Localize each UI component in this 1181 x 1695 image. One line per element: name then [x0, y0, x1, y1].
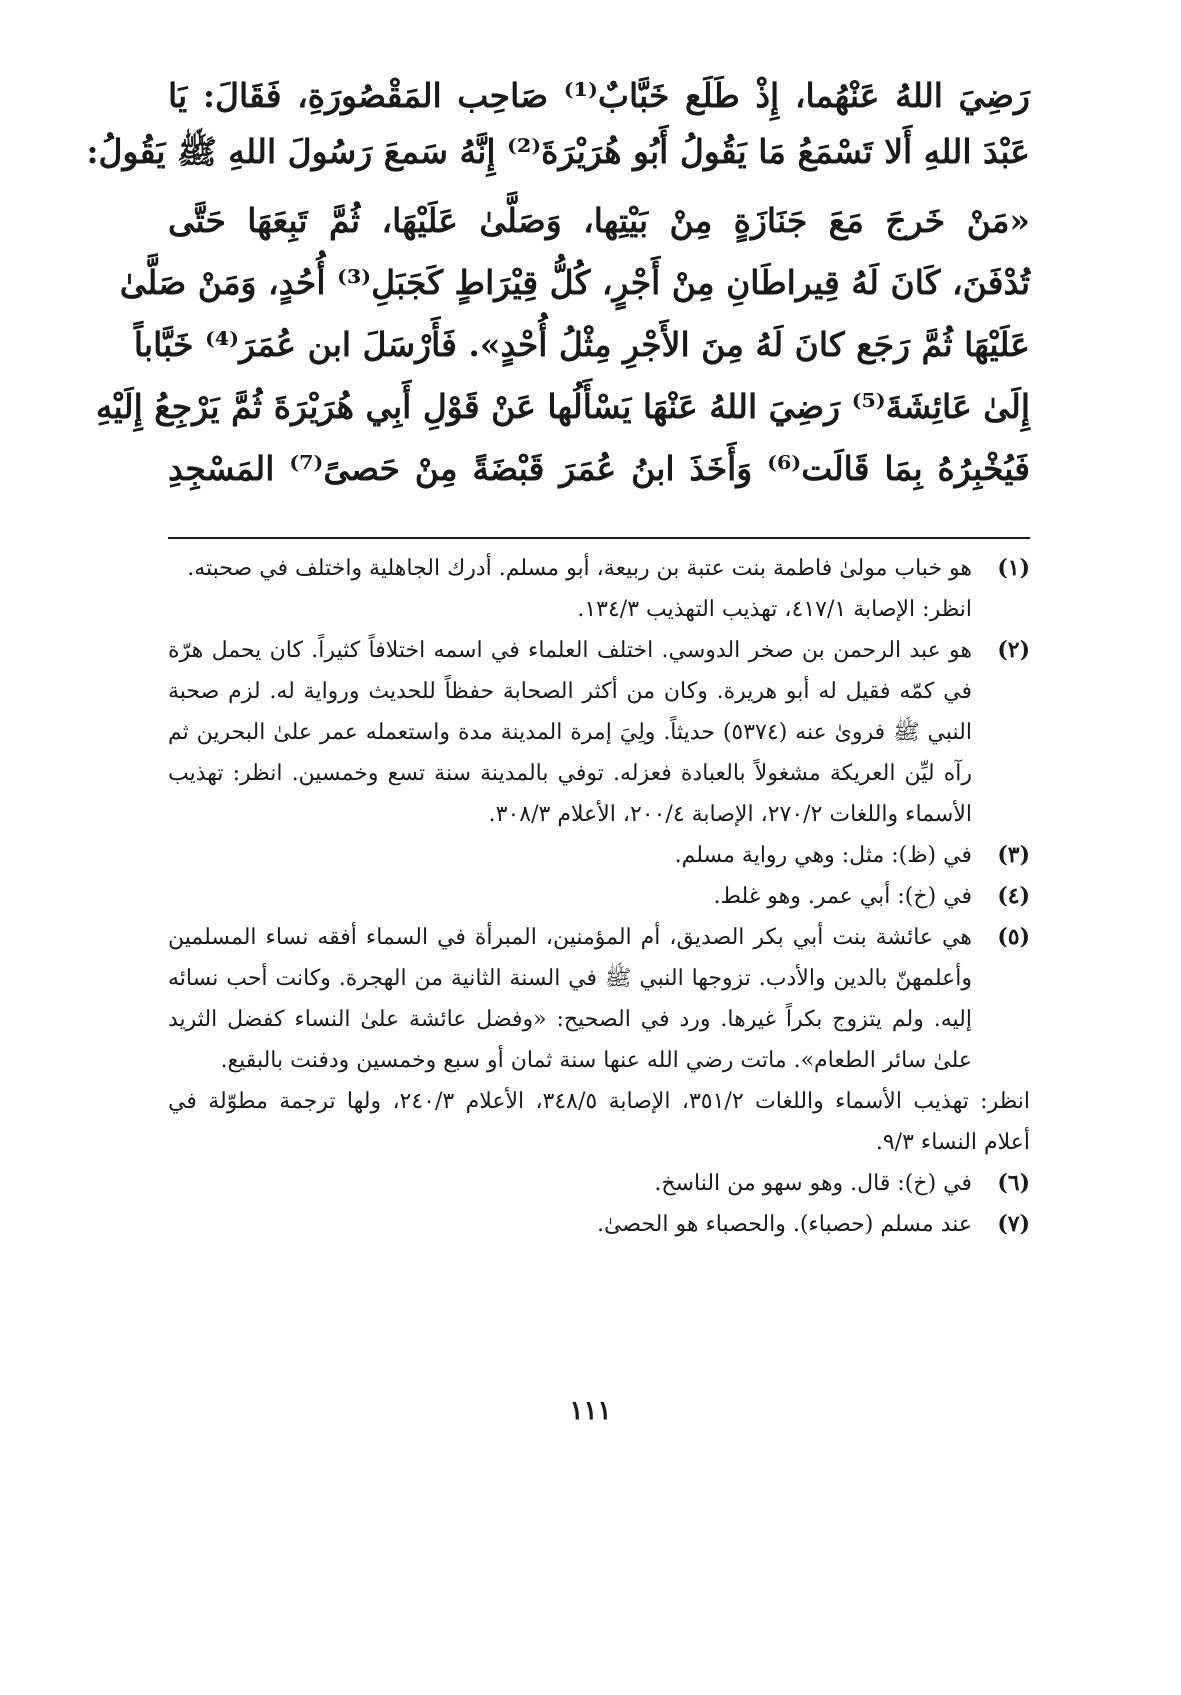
footnote-number: (٣) — [997, 842, 1030, 868]
footnote-separator — [168, 537, 1030, 539]
footnote-number: (١) — [997, 555, 1030, 581]
footnote-6 — [168, 1163, 1030, 1204]
footnote-3 — [168, 835, 1030, 876]
main-line: عَبْدَ اللهِ أَلا تَسْمَعُ مَا يَقُولُ أَبُو هُرَيْرَةَ⁽²⁾ إِنَّهُ سَمعَ رَسُولَ اللهِ ﷺ يَقُولُ: — [86, 132, 1030, 171]
main-line: تُدْفَنَ، كَانَ لَهُ قِيراطَانِ مِنْ أَجْرٍ، كُلُّ قِيْرَاطٍ كَجَبَلِ⁽³⁾ أُحُدٍ، وَمَنْ صَلَّىٰ — [119, 263, 1030, 302]
footnote-number: (٧) — [997, 1211, 1030, 1237]
footnote-4 — [168, 876, 1030, 917]
footnote-5 — [168, 917, 1030, 1081]
main-line: إِلَىٰ عَائِشَةَ⁽⁵⁾ رَضِيَ اللهُ عَنْهَا يَسْأَلُها عَنْ قَوْلِ أَبِي هُرَيْرَةَ ثُمَّ يَرْجِعُ إِلَيْهِ — [95, 387, 1030, 426]
footnote-text: انظر: تهذيب الأسماء واللغات ٣٥١/٢، الإصابة ٣٤٨/٥، الأعلام ٢٤٠/٣، ولها ترجمة مطوّلة في أعلام النساء ٩/٣. — [168, 1089, 1030, 1155]
footnote-reference: انظر: الإصابة ٤١٧/١، تهذيب التهذيب ١٣٤/٣. — [577, 597, 972, 622]
footnote-text: هي عائشة بنت أبي بكر الصديق، أم المؤمنين، المبرأة في السماء أفقه نساء المسلمين وأعلمهنّ بالدين والأدب. تزوجها النبي ﷺ في السنة الثانية من الهجرة. وكانت أحب نسائه إليه. ولم يتزوج بكراً غيرها. ورد في الصحيح: «وفضل عائشة علىٰ النساء كفضل الثريد علىٰ سائر الطعام». ماتت رضي الله عنها سنة ثمان أو سبع وخمسين ودفنت بالبقيع. — [168, 925, 972, 1073]
main-line: عَلَيْهَا ثُمَّ رَجَع كانَ لَهُ مِنَ الأَجْرِ مِثْلُ أُحْدٍ». فَأَرْسَلَ ابن عُمَرَ⁽⁴⁾ خَبَّاباً — [133, 325, 1030, 364]
footnotes — [168, 548, 1030, 1245]
footnote-text: هو عبد الرحمن بن صخر الدوسي. اختلف العلماء في اسمه اختلافاً كثيراً. كان يحمل هرّة في كمّه فقيل له أبو هريرة. وكان من أكثر الصحابة حفظاً للحديث ورواية له. لزم صحبة النبي ﷺ فروىٰ عنه (٥٣٧٤) حديثاً. ولِيَ إمرة المدينة مدة واستعمله عمر علىٰ البحرين ثم رآه ليِّن العريكة مشغولاً بالعبادة فعزله. توفي بالمدينة سنة تسع وخمسين. انظر: تهذيب الأسماء واللغات ٢٧٠/٢، الإصابة ٢٠٠/٤، الأعلام ٣٠٨/٣. — [168, 638, 973, 827]
footnote-5-reference — [168, 1081, 1030, 1163]
footnote-2 — [168, 630, 1030, 835]
page-number: ١١١ — [569, 1396, 612, 1426]
main-text — [86, 68, 1031, 500]
main-paragraph-1 — [86, 68, 1030, 180]
main-line: «مَنْ خَرجَ مَعَ جَنَازَةٍ مِنْ بَيْتِها، وَصَلَّىٰ عَلَيْهَا، ثُمَّ تَبِعَهَا حَتَّى — [168, 201, 1031, 240]
footnote-number: (٢) — [997, 637, 1030, 663]
footnote-text: في (خ): قال. وهو سهو من الناسخ. — [654, 1171, 972, 1196]
footnote-number: (٦) — [997, 1170, 1030, 1196]
footnote-7 — [168, 1204, 1030, 1245]
footnote-number: (٤) — [997, 883, 1030, 909]
main-line: رَضِيَ اللهُ عَنْهُما، إِذْ طَلَع خَبَّابٌ⁽¹⁾ صَاحِب المَقْصُورَةِ، فَقَالَ: يَا — [168, 76, 1030, 115]
footnote-number: (٥) — [997, 924, 1030, 950]
footnote-1 — [168, 548, 1030, 630]
footnote-text: في (ظ): مثل: وهي رواية مسلم. — [674, 843, 972, 868]
main-line: فَيُخْبِرُهُ بِمَا قَالَت⁽⁶⁾ وَأَخَذَ ابنُ عُمَرَ قَبْضَةً مِنْ حَصىً⁽⁷⁾ المَسْجِدِ — [168, 449, 1030, 488]
footnote-text: في (خ): أبي عمر. وهو غلط. — [713, 884, 972, 909]
hadith-paragraph — [95, 190, 1031, 500]
footnote-text: هو خباب مولىٰ فاطمة بنت عتبة بن ربيعة، أبو مسلم. أدرك الجاهلية واختلف في صحبته. — [187, 556, 972, 581]
footnote-text: عند مسلم (حصباء). والحصباء هو الحصىٰ. — [597, 1212, 972, 1237]
